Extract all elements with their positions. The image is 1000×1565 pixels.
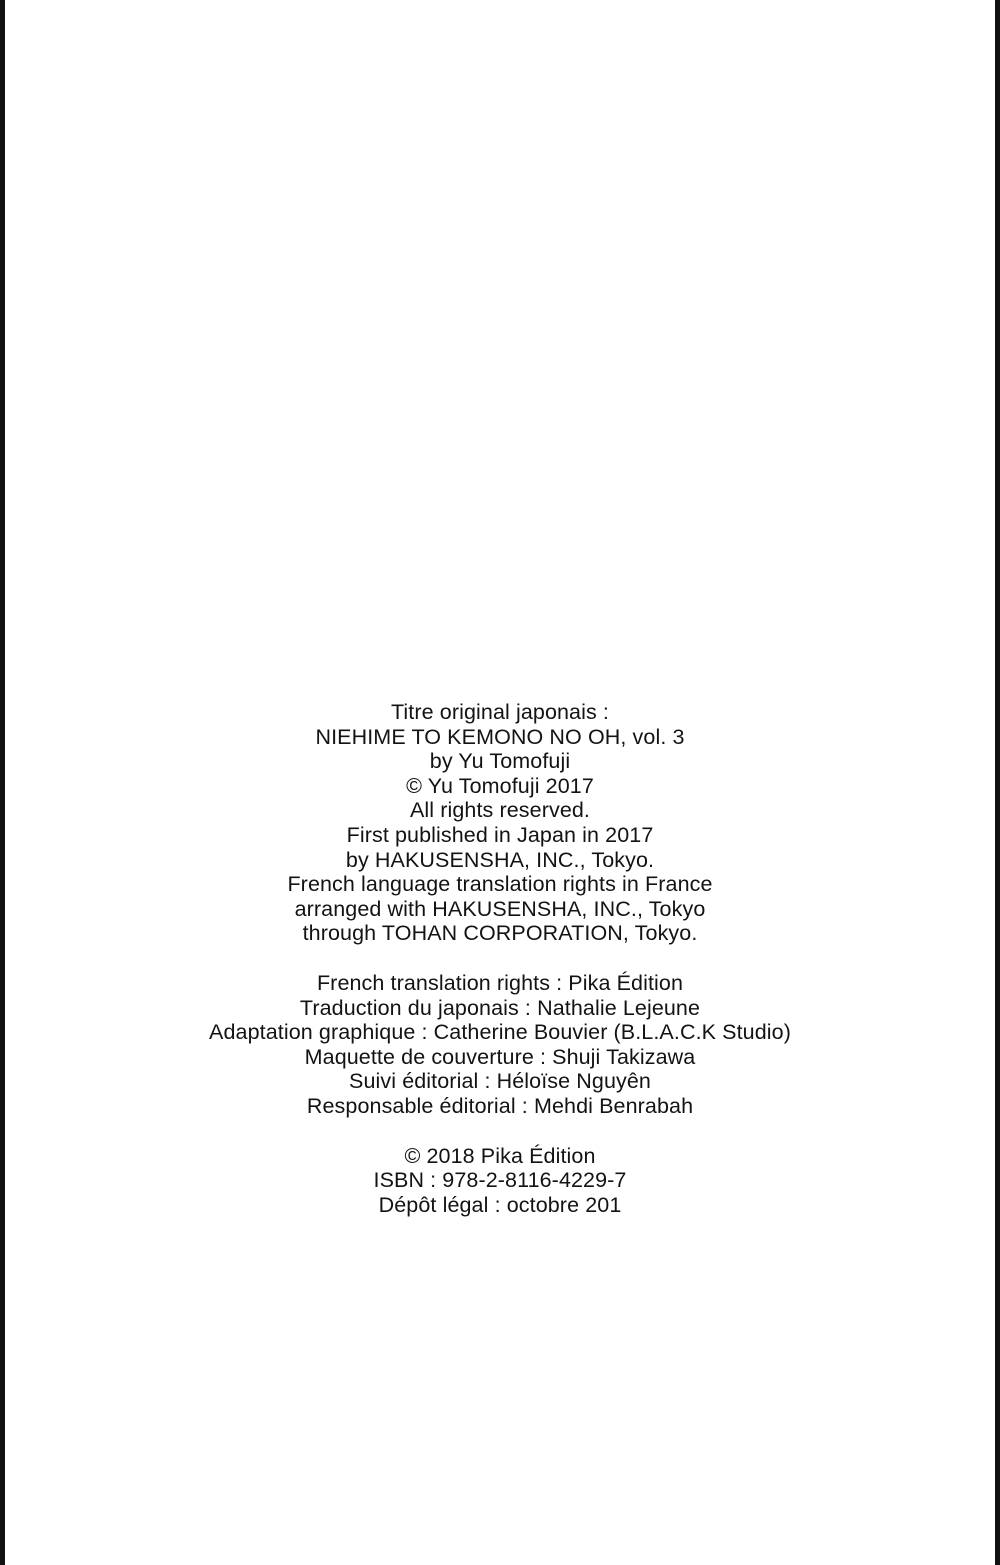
colophon-line: Suivi éditorial : Héloïse Nguyên: [349, 1069, 651, 1094]
colophon: [0, 700, 1000, 1217]
colophon-line: All rights reserved.: [409, 798, 591, 823]
legal-deposit-line: Dépôt légal : octobre 201: [378, 1192, 622, 1217]
colophon-line: Traduction du japonais : Nathalie Lejeune: [299, 995, 701, 1020]
colophon-line: Responsable éditorial : Mehdi Benrabah: [306, 1093, 694, 1118]
colophon-line: by Yu Tomofuji: [429, 749, 571, 774]
credits-block: [0, 971, 1000, 1119]
colophon-line: Adaptation graphique : Catherine Bouvier (B.L.A.C.K Studio): [209, 1020, 791, 1045]
legal-block: [0, 1144, 1000, 1218]
colophon-line: Titre original japonais :: [390, 700, 609, 724]
copyright-line: © 2018 Pika Édition: [404, 1143, 596, 1168]
isbn-line: ISBN : 978-2-8116-4229-7: [373, 1168, 627, 1193]
colophon-line: NIEHIME TO KEMONO NO OH, vol. 3: [315, 724, 685, 749]
colophon-line: French language translation rights in France: [287, 872, 713, 897]
original-title-block: [0, 700, 1000, 946]
colophon-line: French translation rights : Pika Édition: [316, 970, 684, 995]
colophon-line: by HAKUSENSHA, INC., Tokyo.: [345, 847, 655, 872]
colophon-line: First published in Japan in 2017: [346, 822, 654, 847]
colophon-line: Maquette de couverture : Shuji Takizawa: [304, 1044, 696, 1069]
colophon-line: © Yu Tomofuji 2017: [406, 773, 594, 798]
colophon-line: arranged with HAKUSENSHA, INC., Tokyo: [294, 896, 706, 921]
colophon-line: through TOHAN CORPORATION, Tokyo.: [302, 921, 698, 946]
